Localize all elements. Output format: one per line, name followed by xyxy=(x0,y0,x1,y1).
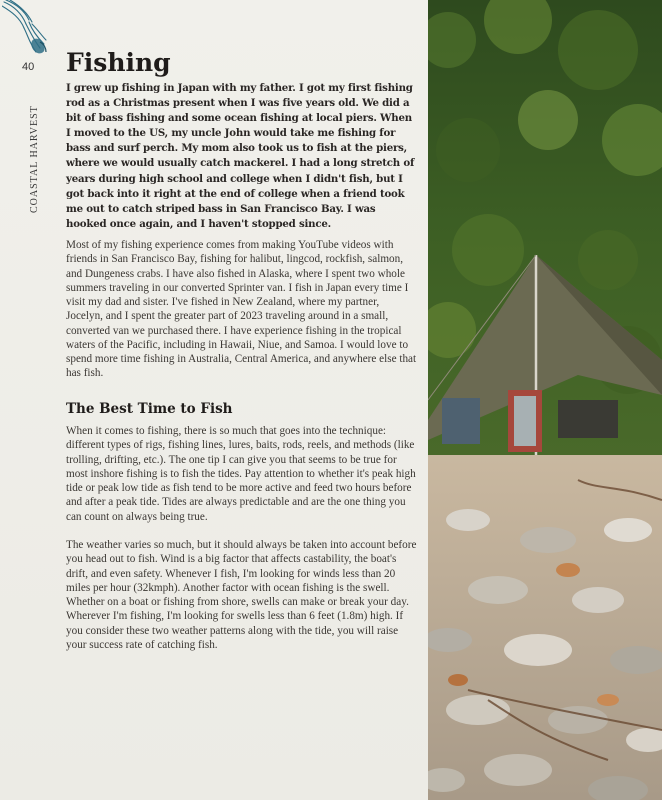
section-paragraph: When it comes to fishing, there is so much that goes into the technique: different types of rigs, fishing lines, lures, baits, rods, reels, and methods (like trolling, drifting, etc.). The one tip I can give you that seems to be true for most inshore fishing is to fish the tides. Pay attention to whether it's peak high tide or peak low tide as fish tend to be more active and feed two hours before and after a peak tide. Tides are always predictable and are the one thing you can count on always being true. xyxy=(66,425,416,523)
camp-photo xyxy=(428,0,662,800)
body-paragraph: Most of my fishing experience comes from making YouTube videos with friends in San Francisco Bay, fishing for halibut, lingcod, rockfish, salmon, and Dungeness crabs. I have also fished in Alaska, where I spent two whole summers traveling in our converted Sprinter van. I fish in Japan every time I visit my dad and sister. I've fished in New Zealand, where my partner, Jocelyn, and I spent the greater part of 2023 traveling around in a small, converted van we purchased there. I have experience fishing in the tropical waters of the Pacific, including in Hawaii, Niue, and Samoa. I would love to spend more time fishing in Australia, Central America, and anywhere else that has fish. xyxy=(66,239,417,380)
camp-photo-scene xyxy=(428,0,662,800)
intro-paragraph: I grew up fishing in Japan with my father. I got my first fishing rod as a Christmas present when I was five years old. We did a bit of bass fishing and some ocean fishing at local piers. When I moved to the US, my uncle John would take me fishing for bass and surf perch. My mom also took us to fish at the piers, where we would usually catch mackerel. I had a long stretch of years during high school and college when I didn't fish, but I got back into it right at the end of college when a friend took me out to catch striped bass in San Francisco Bay. I was hooked once again, and I haven't stopped since. xyxy=(66,82,415,230)
page-title: Fishing xyxy=(66,48,171,77)
page-number: 40 xyxy=(22,61,35,73)
squid-illustration xyxy=(2,0,48,56)
section-heading: The Best Time to Fish xyxy=(66,401,233,417)
section-paragraph: The weather varies so much, but it should always be taken into account before you head out to fish. Wind is a big factor that affects castability, the boat's drift, and even safety. Whenever I fish, I'm looking for winds less than 20 miles per hour (32kmph). Another factor with ocean fishing is the swell. Whether on a boat or fishing from shore, swells can make or break your day. Wherever I'm fishing, I'm looking for swells less than 6 feet (1.8m) high. If you consider these two weather patterns along with the tide, you will raise your success rate of catching fish. xyxy=(66,539,417,651)
running-head: COASTAL HARVEST xyxy=(29,105,40,213)
